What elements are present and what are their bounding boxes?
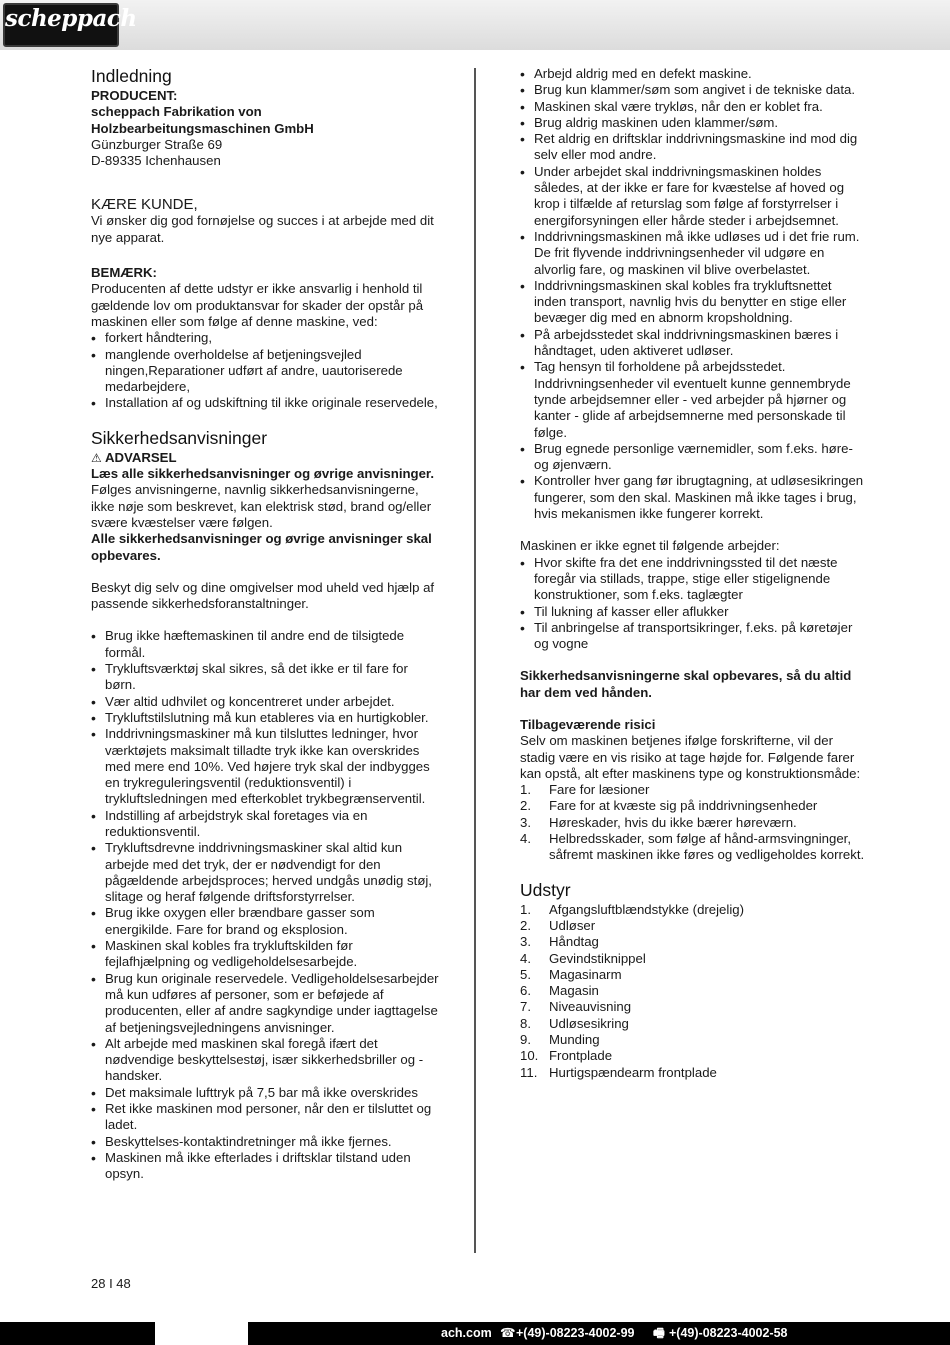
equipment-list bbox=[520, 902, 865, 1081]
list-item: • Inddrivningsmaskinen skal kobles fra trykluftsnettet inden transport, navnlig hvis du benytter en stige eller bevæger dig med en abnorm kropsholdning. bbox=[520, 278, 865, 327]
warning-bold: Læs alle sikkerhedsanvisninger og øvrige anvisninger. bbox=[91, 466, 435, 482]
item-text: Magasin bbox=[549, 983, 599, 999]
list-item: • Brug kun originale reservedele. Vedligeholdelsesarbejder må kun udføres af personer, som er beføjede af producenten, eller af andre sagkyndige under iagttagelse af betjeningsvejledningens anvisninger. bbox=[91, 971, 441, 1036]
footer-website: ach.com bbox=[441, 1326, 492, 1340]
item-text: Frontplade bbox=[549, 1048, 613, 1064]
safety-list bbox=[91, 628, 441, 1182]
list-item bbox=[520, 934, 865, 950]
list-item: • Til lukning af kasser eller aflukker bbox=[520, 604, 865, 620]
item-text: Høreskader, hvis du ikke bærer høreværn. bbox=[549, 814, 797, 830]
list-item bbox=[520, 951, 865, 967]
list-item: • Vær altid udhvilet og koncentreret under arbejdet. bbox=[91, 694, 441, 710]
list-item: • Trykluftstilslutning må kun etableres via en hurtigkobler. bbox=[91, 710, 441, 726]
list-item: • Inddrivningsmaskinen må ikke udløses ud i det frie rum. De frit flyvende inddrivningsenheder vil udgøre en alvorlig fare, og maskinen vil blive overbelastet. bbox=[520, 229, 865, 278]
item-number: 3. bbox=[520, 814, 531, 830]
item-text: Håndtag bbox=[549, 934, 599, 950]
note-list bbox=[91, 330, 441, 411]
footer-fax: +(49)-08223-4002-58 bbox=[669, 1326, 788, 1340]
unsuitable-text: Maskinen er ikke egnet til følgende arbejder: bbox=[520, 538, 780, 554]
list-item bbox=[520, 782, 865, 798]
logo-text: scheppach bbox=[5, 5, 137, 32]
dear-text: Vi ønsker dig god fornøjelse og succes i at arbejde med dit nye apparat. bbox=[91, 213, 434, 245]
address-line-1: Günzburger Straße 69 bbox=[91, 136, 223, 152]
list-item: • Brug egnede personlige værnemidler, som f.eks. høre- og øjenværn. bbox=[520, 441, 865, 474]
warning-paragraph bbox=[91, 466, 441, 531]
item-text: Fare for at kvæste sig på inddrivningsenheder bbox=[549, 798, 818, 814]
item-text: Munding bbox=[549, 1032, 600, 1048]
list-item bbox=[520, 983, 865, 999]
intro-title: Indledning bbox=[91, 66, 172, 86]
list-item: • Installation af og udskiftning til ikke originale reservedele, bbox=[91, 395, 441, 411]
safety-title: Sikkerhedsanvisninger bbox=[91, 427, 268, 448]
item-number: 3. bbox=[520, 934, 531, 950]
item-text: Helbredsskader, som følge af hånd-armsvingninger, såfremt maskinen ikke føres og vedligeholdes korrekt. bbox=[549, 831, 865, 863]
item-number: 2. bbox=[520, 917, 531, 933]
list-item: • Til anbringelse af transportsikringer, f.eks. på køretøjer og vogne bbox=[520, 620, 865, 653]
item-text: Fare for læsioner bbox=[549, 782, 650, 798]
item-number: 11. bbox=[520, 1064, 538, 1080]
item-text: Hurtigspændearm frontplade bbox=[549, 1064, 717, 1080]
item-number: 8. bbox=[520, 1015, 531, 1031]
item-number: 7. bbox=[520, 999, 531, 1015]
producer-label: PRODUCENT: bbox=[91, 88, 178, 103]
note-title: BEMÆRK: bbox=[91, 265, 157, 281]
list-item: • Under arbejdet skal inddrivningsmaskinen holdes således, at der ikke er fare for kvæstelse af hoved og krop i tilfælde af returslag som følge af forstyrrelser i energiforsyningen eller hårde steder i arbejdsemnet. bbox=[520, 164, 865, 229]
page-number: 28 I 48 bbox=[91, 1276, 131, 1291]
unsuitable-list bbox=[520, 555, 865, 653]
list-item bbox=[520, 798, 865, 814]
item-number: 4. bbox=[520, 831, 531, 847]
list-item bbox=[520, 1065, 865, 1081]
list-item: • Brug kun klammer/søm som angivet i de tekniske data. bbox=[520, 82, 865, 98]
protect-text: Beskyt dig selv og dine omgivelser mod uheld ved hjælp af passende sikkerhedsforanstaltninger. bbox=[91, 579, 435, 612]
list-item bbox=[520, 1032, 865, 1048]
list-item bbox=[520, 815, 865, 831]
list-item: • Indstilling af arbejdstryk skal foretages via en reduktionsventil. bbox=[91, 808, 441, 841]
list-item: • Maskinen skal være trykløs, når den er koblet fra. bbox=[520, 99, 865, 115]
right-column bbox=[520, 66, 865, 1081]
list-item: • Maskinen skal kobles fra trykluftskilden før fejlafhjælpning og vedligeholdelsesarbejde. bbox=[91, 938, 441, 971]
list-item: • Beskyttelses-kontaktindretninger må ikke fjernes. bbox=[91, 1134, 441, 1150]
footer-bar bbox=[0, 1322, 950, 1345]
column-divider bbox=[474, 68, 476, 1253]
equipment-title: Udstyr bbox=[520, 879, 571, 900]
list-item bbox=[520, 1016, 865, 1032]
item-number: 10. bbox=[520, 1048, 539, 1064]
list-item: • Trykluftsværktøj skal sikres, så det ikke er til fare for børn. bbox=[91, 661, 441, 694]
item-number: 1. bbox=[520, 782, 531, 798]
item-text: Niveauvisning bbox=[549, 999, 632, 1015]
item-text: Udløser bbox=[549, 917, 596, 933]
footer-contact bbox=[248, 1322, 950, 1345]
header-bar bbox=[0, 0, 950, 50]
list-item bbox=[520, 902, 865, 918]
dear-title-text: KÆRE KUNDE, bbox=[91, 196, 198, 214]
list-item: • Brug ikke oxygen eller brændbare gasser som energikilde. Fare for brand og eksplosion. bbox=[91, 905, 441, 938]
item-text: Udløsesikring bbox=[549, 1015, 629, 1031]
item-text: Magasinarm bbox=[549, 966, 622, 982]
warning-icon: ⚠ bbox=[91, 450, 102, 465]
list-item: • Tag hensyn til forholdene på arbejdsstedet. Inddrivningsenheder vil eventuelt kunne gennembryde tynde arbejdsemner eller - ved arbejder på hjørner og kanter - glide af arbejdsemnerne med personskade til følge. bbox=[520, 359, 865, 440]
list-item: • Hvor skifte fra det ene inddrivningssted til det næste foregår via stillads, trappe, stige eller stigelignende konstruktioner, som f.eks. taglægter bbox=[520, 555, 865, 604]
safety-list-continued bbox=[520, 66, 865, 522]
list-item: • Brug aldrig maskinen uden klammer/søm. bbox=[520, 115, 865, 131]
footer-phone: +(49)-08223-4002-99 bbox=[516, 1326, 635, 1340]
fax-icon: 🖷 bbox=[653, 1326, 665, 1340]
item-number: 2. bbox=[520, 798, 531, 814]
list-item bbox=[520, 831, 865, 864]
list-item: • Ret ikke maskinen mod personer, når den er tilsluttet og ladet. bbox=[91, 1101, 441, 1134]
risks-text: Selv om maskinen betjenes ifølge forskrifterne, vil der stadig være en vis risiko at tage højde for. Følgende farer kan opstå, alt efter maskinens type og konstruktionsmåde: bbox=[520, 733, 861, 781]
risks-list bbox=[520, 782, 865, 863]
brand-logo bbox=[3, 3, 137, 47]
list-item: • forkert håndtering, bbox=[91, 330, 441, 346]
item-number: 5. bbox=[520, 966, 531, 982]
list-item bbox=[520, 1048, 865, 1064]
risks-title: Tilbageværende risici bbox=[520, 716, 656, 732]
item-number: 4. bbox=[520, 950, 531, 966]
warning-line bbox=[91, 450, 441, 466]
item-number: 9. bbox=[520, 1032, 531, 1048]
keep-note: Sikkerhedsanvisningerne skal opbevares, så du altid har dem ved hånden. bbox=[520, 668, 852, 700]
item-number: 6. bbox=[520, 983, 531, 999]
note-text: Producenten af dette udstyr er ikke ansvarlig i henhold til gældende lov om produktansvar for skader der opstår på maskinen eller som følge af denne maskine, ved: bbox=[91, 281, 424, 329]
warning-text: Følges anvisningerne, navnlig sikkerhedsanvisningerne, ikke nøje som beskrevet, kan elektrisk stød, brand og/eller svære kvæstelser være følgen. bbox=[91, 482, 432, 530]
list-item: • På arbejdsstedet skal inddrivningsmaskinen bæres i håndtaget, uden aktiveret udløser. bbox=[520, 327, 865, 360]
list-item: • Maskinen må ikke efterlades i driftsklar tilstand uden opsyn. bbox=[91, 1150, 441, 1183]
list-item: • Ret aldrig en driftsklar inddrivningsmaskine ind mod dig selv eller mod andre. bbox=[520, 131, 865, 164]
left-column bbox=[91, 66, 441, 1183]
list-item: • manglende overholdelse af betjeningsvejled ningen,Reparationer udført af andre, uautoriserede medarbejdere, bbox=[91, 347, 441, 396]
list-item bbox=[520, 967, 865, 983]
producer-name-2: Holzbearbeitungsmaschinen GmbH bbox=[91, 120, 314, 136]
list-item: • Brug ikke hæftemaskinen til andre end de tilsigtede formål. bbox=[91, 628, 441, 661]
producer-name-1: scheppach Fabrikation von bbox=[91, 104, 262, 120]
list-item bbox=[520, 999, 865, 1015]
dear-title bbox=[91, 196, 441, 213]
item-number: 1. bbox=[520, 901, 531, 917]
keep-instructions: Alle sikkerhedsanvisninger og øvrige anvisninger skal opbevares. bbox=[91, 531, 432, 563]
list-item: • Alt arbejde med maskinen skal foregå ifært det nødvendige beskyttelsestøj, især sikkerhedsbriller og -handsker. bbox=[91, 1036, 441, 1085]
list-item: • Trykluftsdrevne inddrivningsmaskiner skal altid kun arbejde med det tryk, der er nødvendigt for den pågældende arbejdsproces; herved undgås unødig støj, slitage og heraf følgende driftsforstyrrelser. bbox=[91, 840, 441, 905]
address-line-2: D-89335 Ichenhausen bbox=[91, 153, 221, 169]
list-item bbox=[520, 918, 865, 934]
list-item: • Kontroller hver gang før ibrugtagning, at udløsesikringen fungerer, som den skal. Maskinen må ikke tages i brug, hvis mekanismen ikke fungerer korrekt. bbox=[520, 473, 865, 522]
list-item: • Inddrivningsmaskiner må kun tilsluttes ledninger, hvor værktøjets maksimalt tilladte tryk ikke kan overskrides med mere end 10%. Ved højere tryk skal der indbygges en trykreguleringsventil (reduktionsventil) i trykluftsledningen med efterkoblet trykbegrænserventil. bbox=[91, 726, 441, 807]
item-text: Afgangsluftblændstykke (drejelig) bbox=[549, 901, 744, 917]
list-item: • Det maksimale lufttryk på 7,5 bar må ikke overskrides bbox=[91, 1085, 441, 1101]
list-item: • Arbejd aldrig med en defekt maskine. bbox=[520, 66, 865, 82]
footer-left-block bbox=[0, 1322, 155, 1345]
item-text: Gevindstiknippel bbox=[549, 950, 646, 966]
warning-label: ADVARSEL bbox=[104, 449, 177, 465]
phone-icon: ☎ bbox=[500, 1326, 516, 1340]
